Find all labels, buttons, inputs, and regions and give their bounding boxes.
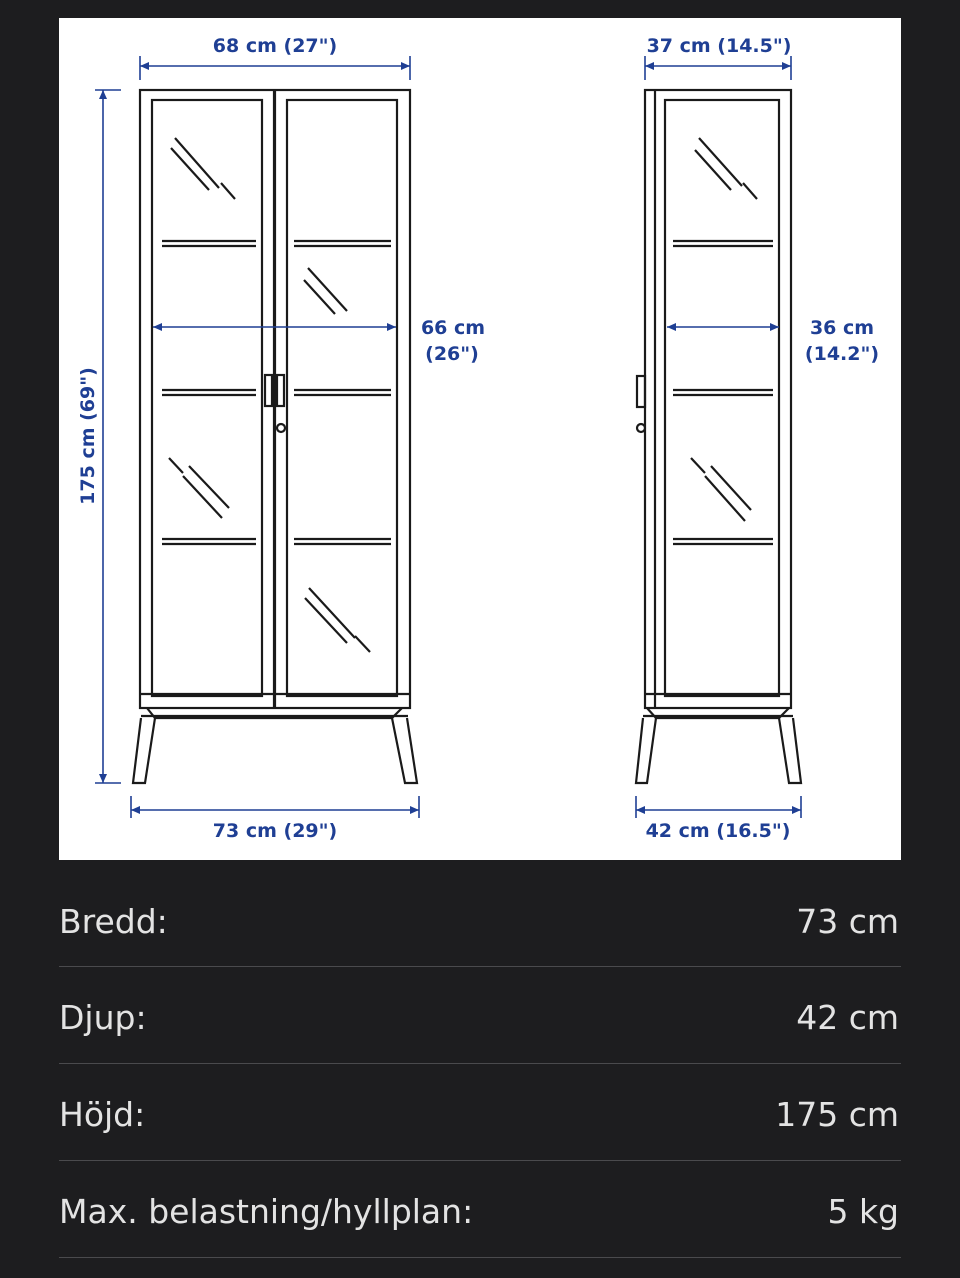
side-panel	[665, 100, 779, 696]
spec-label: Djup:	[59, 997, 147, 1037]
cabinet-drawing	[59, 18, 901, 860]
side-inner-depth-in-label: (14.2")	[804, 343, 880, 365]
dimension-diagram	[59, 18, 901, 860]
front-height-label: 175 cm (69")	[77, 367, 99, 505]
lock-icon	[277, 424, 285, 432]
spec-value: 175 cm	[775, 1094, 899, 1134]
front-width-bottom-label: 73 cm (29")	[212, 820, 338, 842]
spec-row-width	[59, 873, 901, 967]
spec-table	[59, 873, 901, 1258]
spec-value: 5 kg	[827, 1191, 899, 1231]
top-strip	[0, 0, 960, 18]
handle-right	[277, 375, 284, 406]
front-inner-width-cm-label: 66 cm	[420, 317, 486, 339]
spec-label: Höjd:	[59, 1094, 146, 1134]
spec-row-max-load	[59, 1161, 901, 1258]
spec-row-depth	[59, 967, 901, 1064]
side-view	[636, 90, 801, 783]
side-inner-depth-cm-label: 36 cm	[809, 317, 875, 339]
front-width-top-label: 68 cm (27")	[212, 35, 338, 57]
side-handle	[637, 376, 645, 407]
front-view	[133, 90, 417, 783]
side-depth-bottom-label: 42 cm (16.5")	[645, 820, 791, 842]
side-frame	[645, 90, 791, 708]
handle-left	[265, 375, 272, 406]
side-depth-top-label: 37 cm (14.5")	[646, 35, 792, 57]
front-inner-width-in-label: (26")	[425, 343, 479, 365]
spec-label: Max. belastning/hyllplan:	[59, 1191, 474, 1231]
spec-value: 73 cm	[796, 902, 899, 941]
dimension-lines	[95, 56, 801, 818]
spec-label: Bredd:	[59, 902, 168, 941]
right-door	[287, 100, 397, 696]
spec-value: 42 cm	[796, 997, 899, 1037]
spec-row-height	[59, 1064, 901, 1161]
